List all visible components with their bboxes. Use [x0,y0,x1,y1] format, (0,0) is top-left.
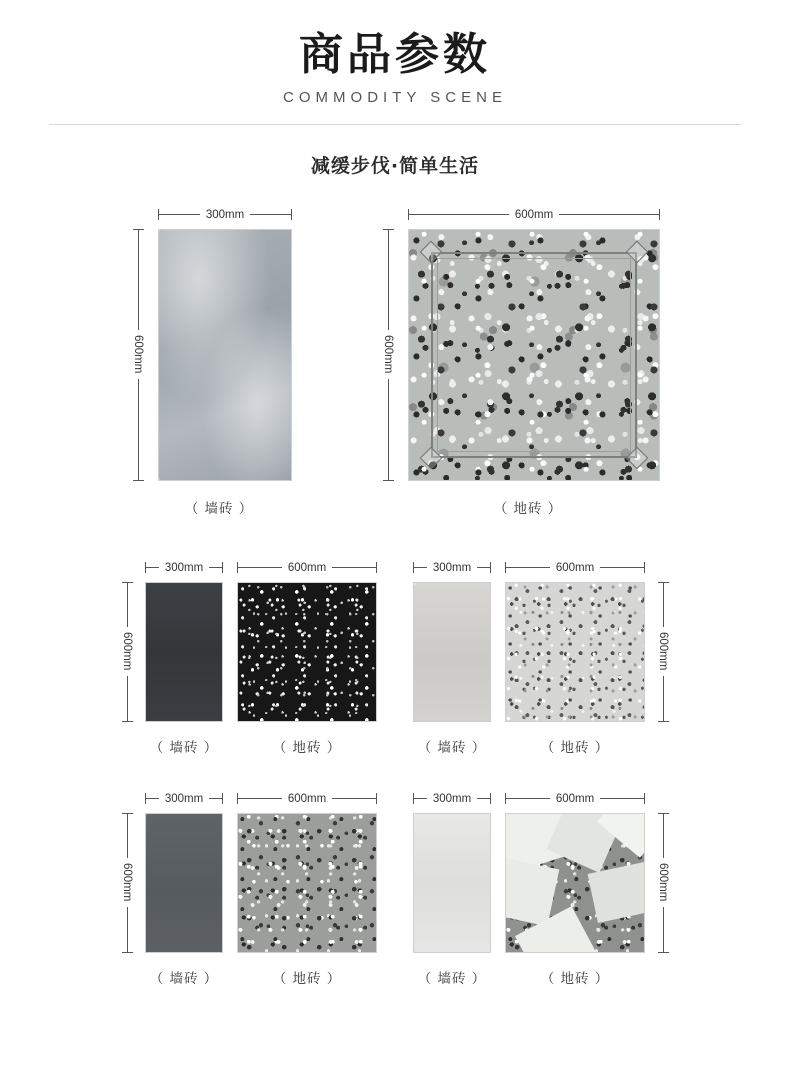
ruler-line [388,230,389,331]
marble-shard [505,855,559,925]
ruler-line [127,907,128,952]
tile-caption: （ 墙砖 ） [149,739,219,756]
ruler-cap-bottom [122,721,133,722]
tile-block-3-right [413,792,671,987]
ruler-cap-bottom [658,952,669,953]
ruler-line [663,814,664,859]
tagline: 减缓步伐·简单生活 [310,154,480,177]
width-label: 300mm [432,792,472,805]
ruler-line [209,798,222,799]
ruler-line [238,798,282,799]
tile-caption: （ 墙砖 ） [417,970,487,987]
height-ruler [119,582,135,722]
ruler-line [409,214,509,215]
ruler-cap-right [291,209,292,220]
tile-swatch-floor-terrazzo-framed [408,229,660,481]
width-label: 600mm [555,561,595,574]
tile-group-floor-marble-slab [505,792,645,987]
tile-swatch-wall-gray-marble [158,229,292,481]
header-divider [49,124,741,125]
ruler-line [506,798,550,799]
ruler-line [209,567,222,568]
tile-group-wall-white-marble [413,792,491,987]
ruler-cap-right [659,209,660,220]
tile-group-wall-dark [145,561,223,756]
ruler-line [600,567,644,568]
ruler-line [238,567,282,568]
width-label: 300mm [164,561,204,574]
ruler-line [138,379,139,480]
ruler-line [663,907,664,952]
width-label: 600mm [287,561,327,574]
height-label: 600mm [121,863,133,902]
height-label: 600mm [382,335,394,374]
ruler-line [663,676,664,721]
ruler-line [477,798,490,799]
ruler-line [559,214,659,215]
height-ruler [130,229,146,481]
tile-group-floor-black-terrazzo [237,561,377,756]
tile-caption: （ 地砖 ） [540,970,610,987]
ruler-cap-right [490,562,491,573]
ruler-cap-bottom [133,480,144,481]
tile-block-2-right [413,561,671,756]
height-ruler [119,813,135,953]
tile-group-wall-light [413,561,491,756]
corner-diamond-top-left [420,240,443,263]
corner-diamond-top-right [626,240,649,263]
width-ruler [145,792,223,806]
tile-border-inner-2 [437,258,631,452]
width-label: 300mm [205,208,245,221]
tile-swatch-floor-black-terrazzo [237,582,377,722]
tile-swatch-wall-dark [145,582,223,722]
ruler-line [477,567,490,568]
ruler-cap-right [222,793,223,804]
height-ruler [655,582,671,722]
tile-swatch-wall-light [413,582,491,722]
ruler-line [138,230,139,331]
width-ruler [145,561,223,575]
width-ruler [505,561,645,575]
ruler-line [127,676,128,721]
ruler-line [600,798,644,799]
ruler-cap-right [490,793,491,804]
height-label: 600mm [657,632,669,671]
tile-group-wall-gray-marble [130,208,292,517]
row-1 [0,208,790,517]
corner-diamond-bottom-left [420,446,443,469]
ruler-line [127,583,128,628]
tile-swatch-floor-mid-terrazzo [237,813,377,953]
width-label: 300mm [432,561,472,574]
tile-group-floor-mid-terrazzo [237,792,377,987]
height-label: 600mm [121,632,133,671]
ruler-cap-bottom [122,952,133,953]
ruler-cap-right [644,793,645,804]
ruler-line [663,583,664,628]
tile-caption: （ 墙砖 ） [417,739,487,756]
tile-border-inner [431,252,637,458]
tile-swatch-floor-light-terrazzo [505,582,645,722]
tile-group-floor-terrazzo-framed [380,208,660,517]
ruler-cap-right [222,562,223,573]
width-ruler [408,208,660,222]
height-ruler [655,813,671,953]
height-ruler [380,229,396,481]
ruler-line [388,379,389,480]
tile-group-floor-light-terrazzo [505,561,645,756]
width-ruler [237,561,377,575]
width-ruler [413,561,491,575]
tile-swatch-wall-white-marble [413,813,491,953]
row-2 [0,561,790,756]
ruler-line [127,814,128,859]
width-label: 600mm [514,208,554,221]
ruler-line [506,567,550,568]
height-label: 600mm [657,863,669,902]
ruler-line [414,567,427,568]
tile-caption: （ 墙砖 ） [149,970,219,987]
ruler-cap-right [376,793,377,804]
ruler-line [146,567,159,568]
corner-diamond-bottom-right [626,446,649,469]
page-title: 商品参数 [299,29,491,80]
width-label: 300mm [164,792,204,805]
tile-caption: （ 地砖 ） [272,739,342,756]
tile-block-3-left [119,792,377,987]
tile-caption: （ 地砖 ） [272,970,342,987]
tile-caption: （ 地砖 ） [540,739,610,756]
ruler-line [159,214,200,215]
height-label: 600mm [132,335,144,374]
width-ruler [505,792,645,806]
ruler-cap-bottom [658,721,669,722]
page-subtitle-en: COMMODITY SCENE [283,88,507,106]
width-ruler [237,792,377,806]
ruler-cap-right [376,562,377,573]
ruler-line [332,567,376,568]
ruler-line [414,798,427,799]
ruler-cap-right [644,562,645,573]
width-label: 600mm [287,792,327,805]
width-ruler [158,208,292,222]
page-header [0,0,790,178]
tile-block-2-left [119,561,377,756]
row-3 [0,792,790,987]
tile-swatch-floor-marble-slab [505,813,645,953]
width-label: 600mm [555,792,595,805]
tile-swatch-wall-mid-gray [145,813,223,953]
tile-caption: （ 墙砖 ） [184,500,254,517]
ruler-cap-bottom [383,480,394,481]
ruler-line [250,214,291,215]
width-ruler [413,792,491,806]
ruler-line [332,798,376,799]
tile-caption: （ 地砖 ） [493,500,563,517]
ruler-line [146,798,159,799]
tile-group-wall-mid-gray [145,792,223,987]
